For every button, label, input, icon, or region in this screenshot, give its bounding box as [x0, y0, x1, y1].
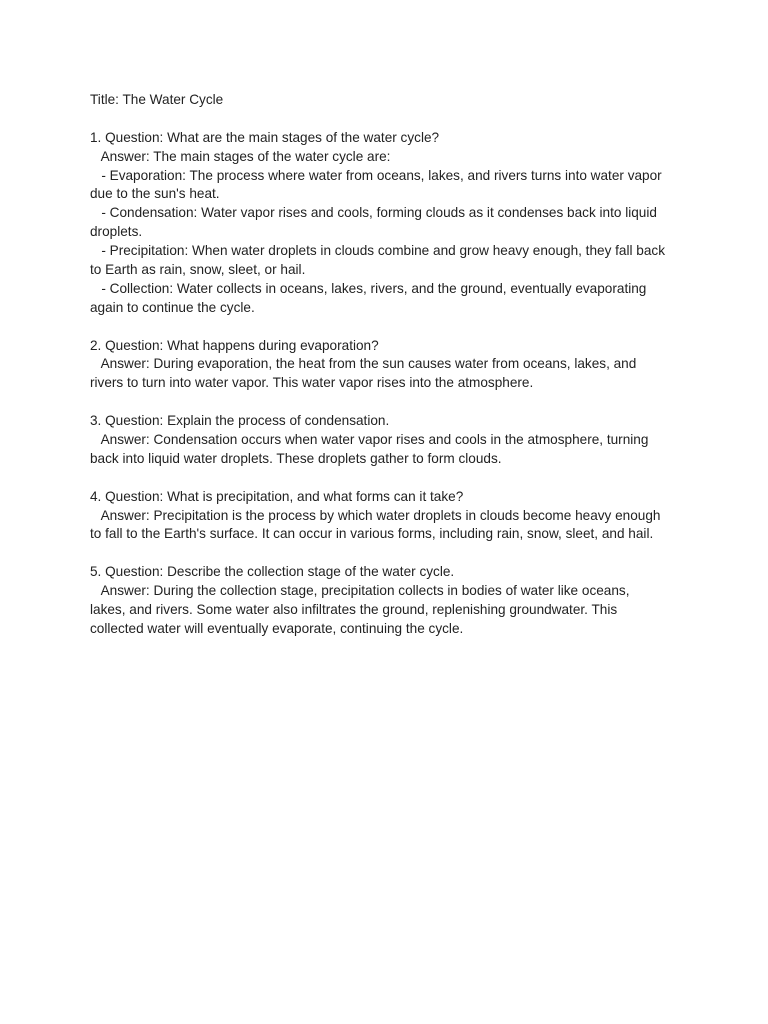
- question-line: 2. Question: What happens during evaporation?: [90, 337, 379, 353]
- answer-line: to Earth as rain, snow, sleet, or hail.: [90, 262, 306, 278]
- answer-line: due to the sun's heat.: [90, 186, 220, 202]
- answer-line: lakes, and rivers. Some water also infiltrates the ground, replenishing groundwater. This: [90, 602, 618, 618]
- answer-line: Answer: Precipitation is the process by which water droplets in clouds become heavy enough: [90, 507, 661, 523]
- question-line: 5. Question: Describe the collection stage of the water cycle.: [90, 564, 455, 580]
- spacer: [90, 469, 680, 488]
- spacer: [90, 544, 680, 563]
- qa-section-5: [90, 563, 680, 639]
- answer-line: to fall to the Earth's surface. It can occur in various forms, including rain, snow, sleet, and hail.: [90, 526, 654, 542]
- answer-line: - Condensation: Water vapor rises and cools, forming clouds as it condenses back into liquid: [90, 205, 657, 221]
- answer-line: - Evaporation: The process where water from oceans, lakes, and rivers turns into water vapor: [90, 167, 662, 183]
- answer-line: back into liquid water droplets. These droplets gather to form clouds.: [90, 450, 502, 466]
- answer-line: Answer: The main stages of the water cycle are:: [90, 148, 391, 164]
- qa-section-1: [90, 129, 680, 318]
- answer-line: Answer: During the collection stage, precipitation collects in bodies of water like oceans,: [90, 583, 630, 599]
- qa-section-2: [90, 337, 680, 394]
- answer-line: - Precipitation: When water droplets in clouds combine and grow heavy enough, they fall back: [90, 243, 666, 259]
- question-line: 1. Question: What are the main stages of the water cycle?: [90, 129, 440, 145]
- qa-section-4: [90, 488, 680, 545]
- document-title: Title: The Water Cycle: [90, 92, 224, 107]
- answer-line: - Collection: Water collects in oceans, lakes, rivers, and the ground, eventually evaporating: [90, 280, 647, 296]
- answer-line: Answer: During evaporation, the heat from the sun causes water from oceans, lakes, and: [90, 356, 637, 372]
- question-line: 4. Question: What is precipitation, and what forms can it take?: [90, 488, 464, 504]
- document-body: [90, 91, 680, 639]
- answer-line: collected water will eventually evaporate, continuing the cycle.: [90, 620, 464, 636]
- question-line: 3. Question: Explain the process of condensation.: [90, 413, 390, 429]
- answer-line: again to continue the cycle.: [90, 299, 255, 315]
- answer-line: droplets.: [90, 224, 143, 240]
- answer-line: rivers to turn into water vapor. This water vapor rises into the atmosphere.: [90, 375, 534, 391]
- qa-section-3: [90, 412, 680, 469]
- spacer: [90, 318, 680, 337]
- answer-line: Answer: Condensation occurs when water vapor rises and cools in the atmosphere, turning: [90, 432, 649, 448]
- spacer: [90, 393, 680, 412]
- spacer: [90, 110, 680, 129]
